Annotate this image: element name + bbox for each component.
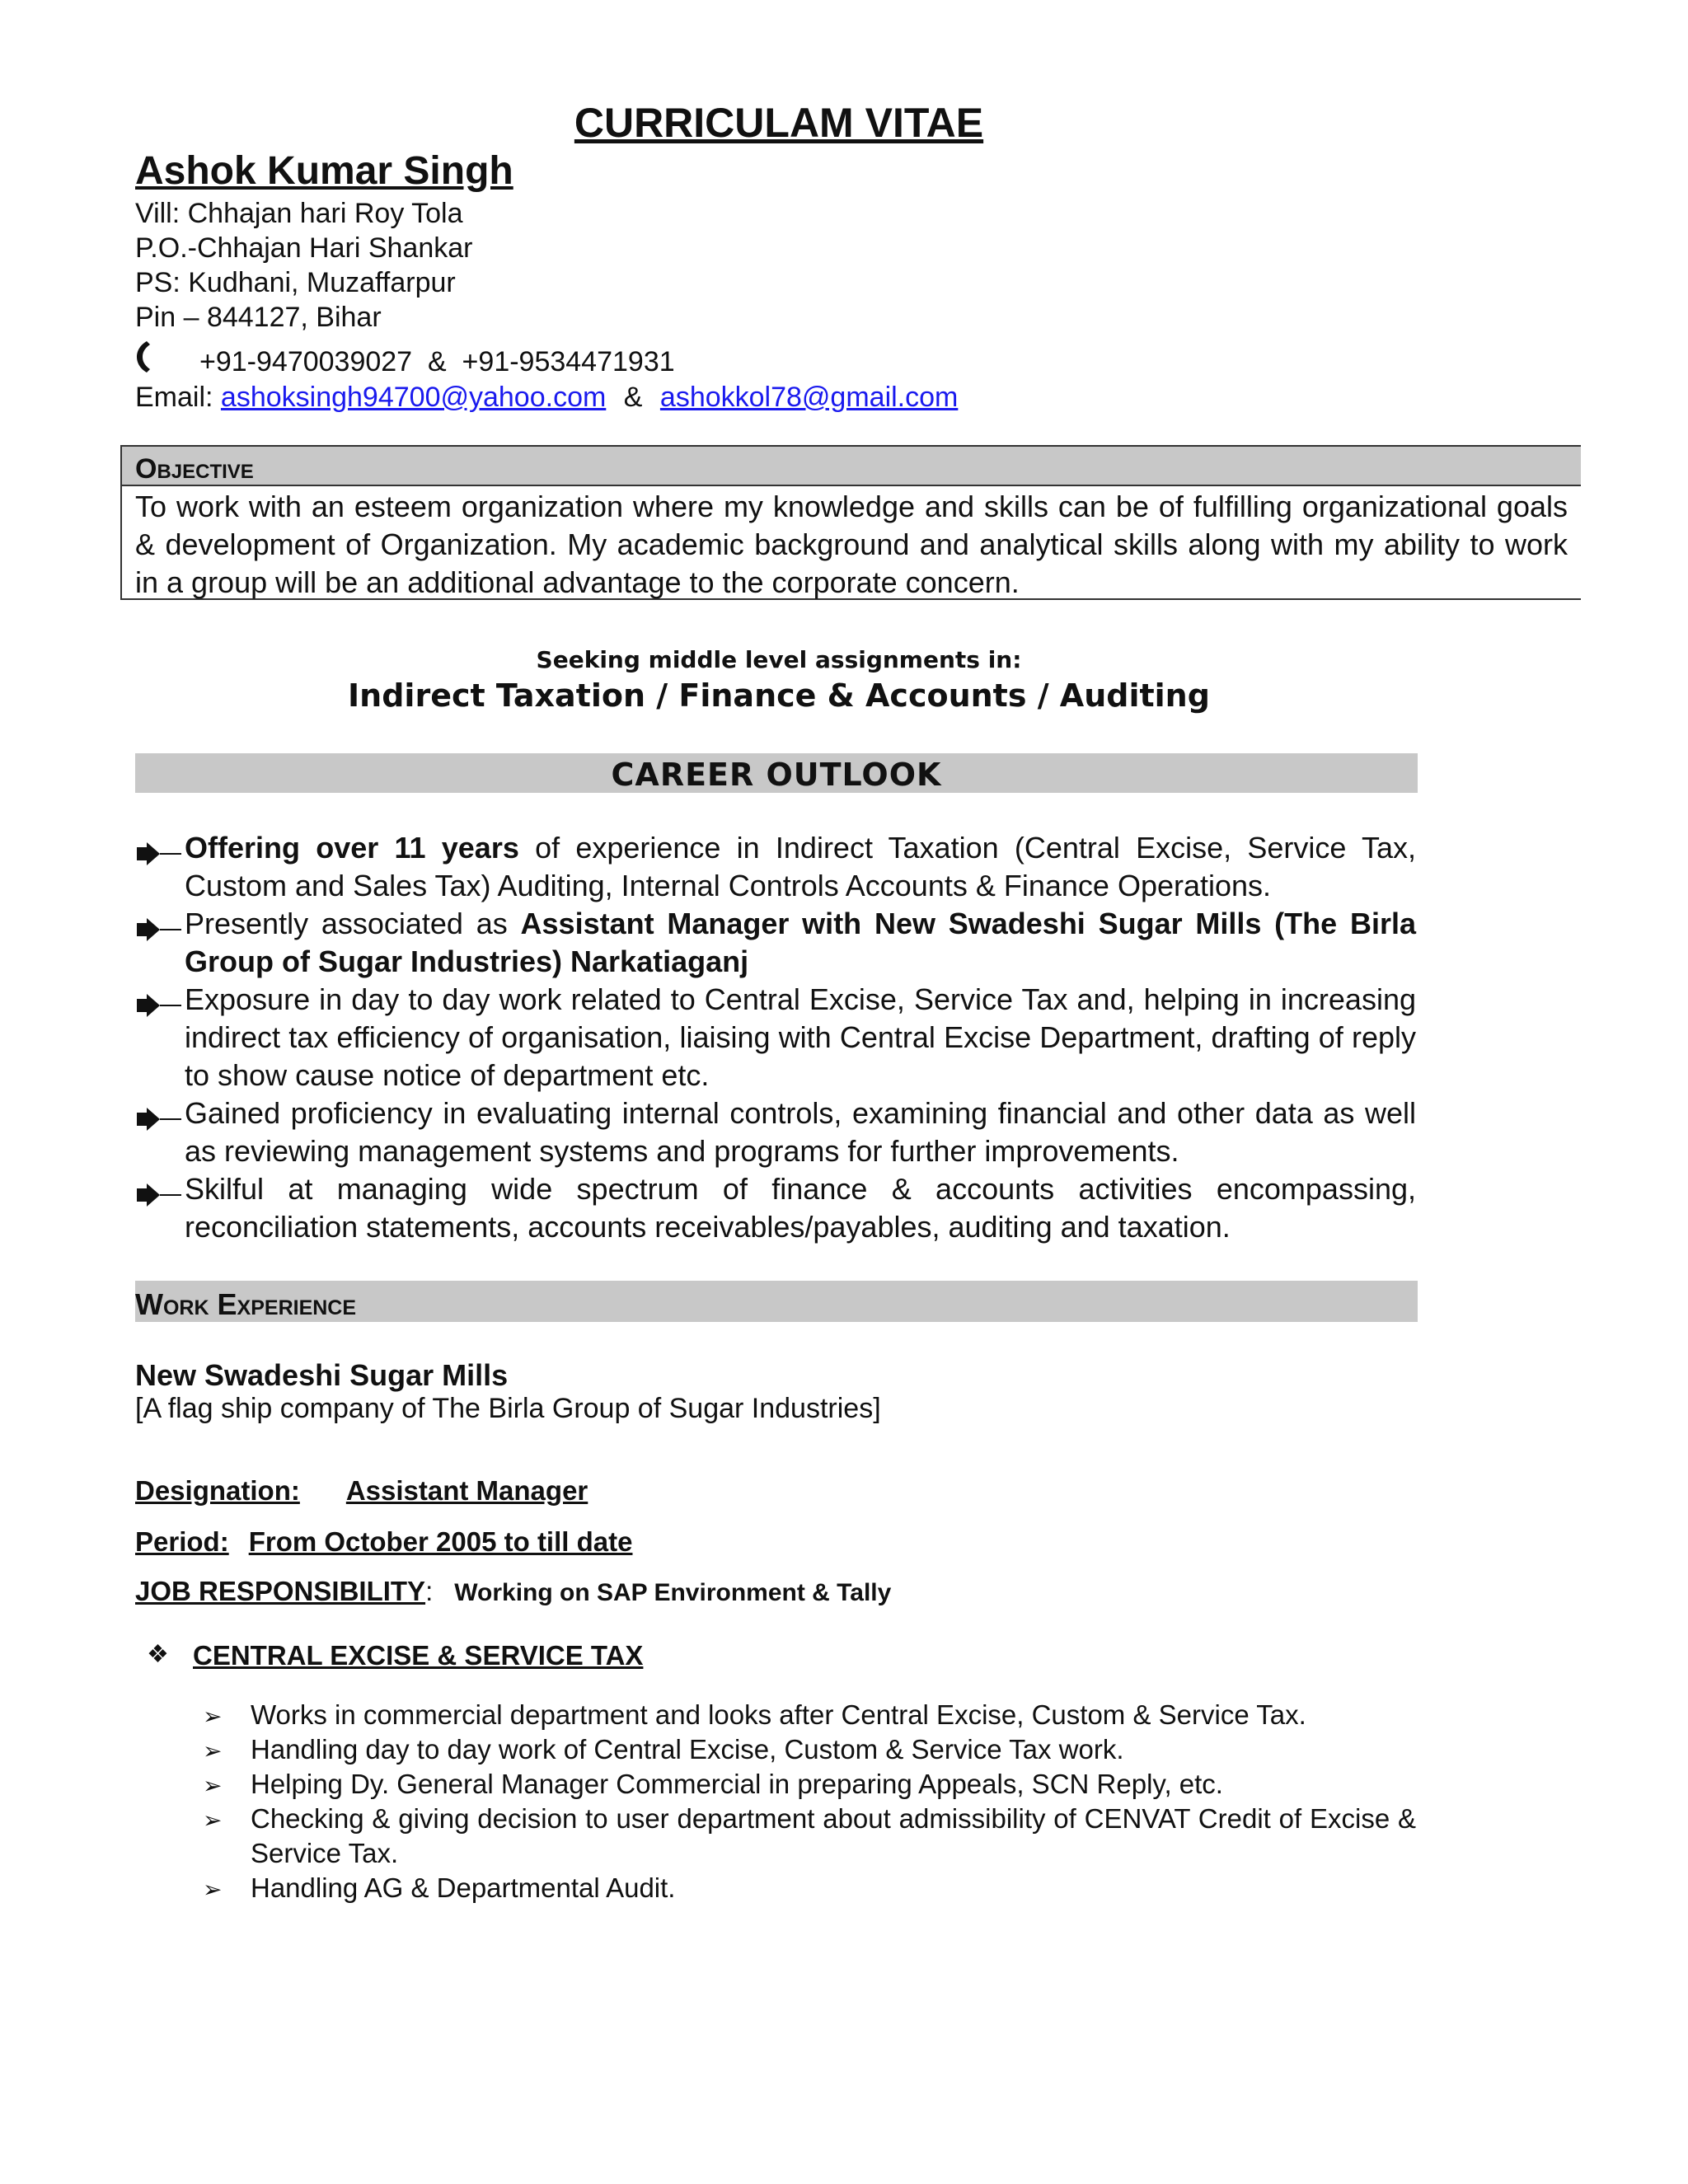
email-link-yahoo[interactable]: ashoksingh94700@yahoo.com (220, 382, 607, 413)
career-outlook-header (135, 753, 1418, 793)
responsibility-item: Helping Dy. General Manager Commercial in preparing Appeals, SCN Reply, etc. (251, 1769, 1223, 1799)
career-bullet: Skilful at managing wide spectrum of finance & accounts activities encompassing, reconciliation statements, accounts receivables/payables, auditing and taxation. (185, 1172, 1416, 1244)
diamond-bullet-icon: ❖ (147, 1641, 169, 1668)
arrow-bullet-icon (135, 1108, 183, 1131)
objective-header (122, 447, 1581, 486)
seeking-areas: Indirect Taxation / Finance & Accounts / Auditing (348, 677, 1210, 714)
address-line: Vill: Chhajan hari Roy Tola (135, 198, 463, 229)
career-outlook-heading: CAREER OUTLOOK (611, 757, 942, 793)
arrowhead-bullet-icon: ➢ (203, 1738, 223, 1764)
seeking-caption: Seeking middle level assignments in: (536, 646, 1022, 673)
period-value: From October 2005 to till date (248, 1526, 633, 1557)
email-separator: & (623, 382, 643, 413)
period-line (135, 1526, 632, 1558)
arrow-bullet-icon (135, 918, 183, 941)
phone-icon (135, 340, 153, 374)
arrowhead-bullet-icon: ➢ (203, 1807, 223, 1833)
work-experience-heading: Work Experience (135, 1287, 357, 1321)
job-responsibility-separator: : (425, 1576, 434, 1606)
address-line: Pin – 844127, Bihar (135, 302, 382, 333)
company-description: [A flag ship company of The Birla Group of Sugar Industries] (135, 1393, 881, 1424)
career-bullet: Gained proficiency in evaluating internal controls, examining financial and other data as well as reviewing management systems and programs for further improvements. (185, 1096, 1416, 1168)
responsibility-item: Handling day to day work of Central Excise, Custom & Service Tax work. (251, 1734, 1124, 1765)
email-label: Email: (135, 382, 213, 413)
work-experience-header (135, 1281, 1418, 1322)
bullet-text: of experience in Indirect Taxation (Central Excise, Service Tax, Custom and Sales Tax) Auditing, Internal Controls Accounts & Finance Operations. (185, 831, 1416, 902)
designation-label: Designation: (135, 1475, 300, 1506)
bullet-lead: Presently associated as (185, 907, 521, 940)
bullet-bold-lead: Offering over 11 years (185, 831, 519, 865)
company-name: New Swadeshi Sugar Mills (135, 1358, 509, 1392)
bullet-bold: Assistant Manager with New Swadeshi Sugar Mills (The Birla Group of Sugar Industries) Narkatiaganj (185, 907, 1416, 978)
arrow-bullet-icon (135, 1183, 183, 1207)
responsibility-section-title: CENTRAL EXCISE & SERVICE TAX (193, 1640, 644, 1671)
designation-line (135, 1475, 588, 1507)
candidate-name: Ashok Kumar Singh (135, 149, 513, 193)
arrow-bullet-icon (135, 842, 183, 865)
period-label: Period: (135, 1526, 229, 1557)
career-bullet (185, 905, 1416, 981)
email-line (135, 382, 958, 414)
job-responsibility-value: Working on SAP Environment & Tally (454, 1579, 892, 1606)
responsibility-item: Works in commercial department and looks after Central Excise, Custom & Service Tax. (251, 1699, 1306, 1730)
email-link-gmail[interactable]: ashokkol78@gmail.com (659, 382, 959, 413)
responsibility-item: Checking & giving decision to user department about admissibility of CENVAT Credit of Excise & Service Tax. (251, 1803, 1416, 1868)
job-responsibility-line (135, 1576, 891, 1607)
arrowhead-bullet-icon: ➢ (203, 1704, 223, 1729)
arrow-bullet-icon (135, 994, 183, 1017)
arrowhead-bullet-icon: ➢ (203, 1773, 223, 1798)
address-line: P.O.-Chhajan Hari Shankar (135, 232, 473, 264)
responsibility-item: Handling AG & Departmental Audit. (251, 1872, 676, 1903)
address-line: PS: Kudhani, Muzaffarpur (135, 267, 456, 298)
phone-numbers: +91-9470039027 & +91-9534471931 (199, 346, 675, 377)
career-bullet: Exposure in day to day work related to Central Excise, Service Tax and, helping in increasing indirect tax efficiency of organisation, liaising with Central Excise Department, drafting of reply to show cause notice of department etc. (185, 982, 1416, 1092)
job-responsibility-label: JOB RESPONSIBILITY (135, 1576, 426, 1606)
arrowhead-bullet-icon: ➢ (203, 1877, 223, 1902)
objective-heading: Objective (135, 453, 254, 485)
designation-value: Assistant Manager (345, 1475, 588, 1506)
objective-text: To work with an esteem organization where my knowledge and skills can be of fulfilling organizational goals & development of Organization. My academic background and analytical skills along with my ability to work in a group will be an additional advantage to the corporate concern. (135, 490, 1568, 599)
career-bullet (185, 829, 1416, 905)
document-title: CURRICULAM VITAE (574, 100, 984, 146)
objective-section (120, 445, 1581, 600)
